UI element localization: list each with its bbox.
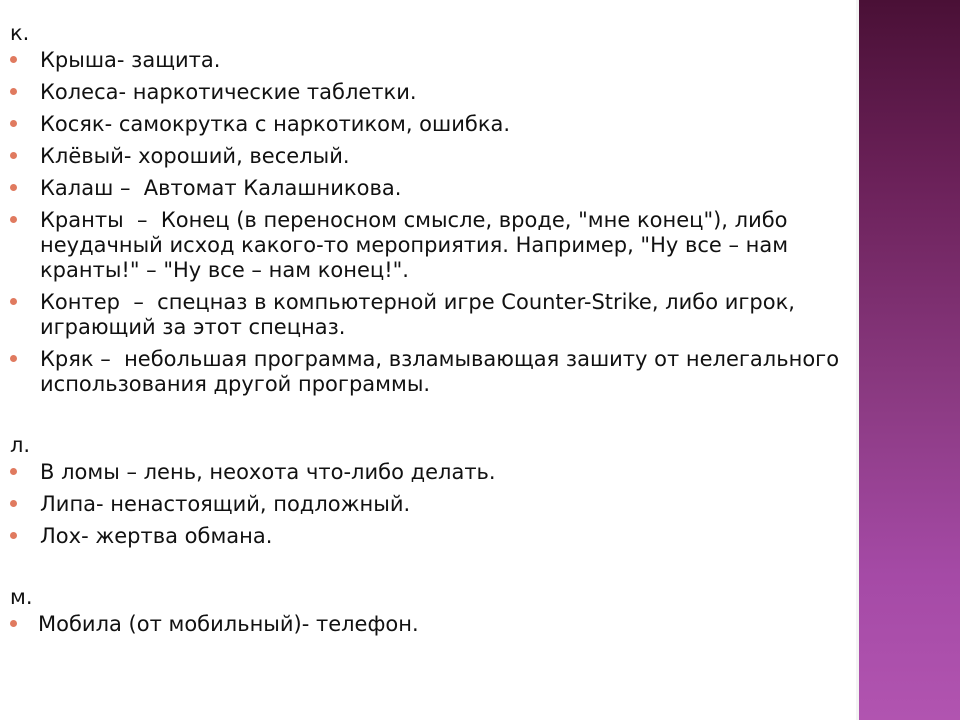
- bullet-dot-icon: [10, 532, 17, 539]
- section-letter: м.: [10, 585, 33, 609]
- bullet-dot-icon: [10, 620, 17, 627]
- list-item: [10, 144, 890, 169]
- list-item: [10, 524, 890, 549]
- list-item: [10, 112, 890, 137]
- term-definition: Калаш – Автомат Калашникова.: [40, 176, 402, 200]
- list-item: [10, 347, 890, 397]
- term-list: [10, 48, 890, 397]
- term-definition: Крыша- защита.: [40, 48, 221, 72]
- bullet-dot-icon: [10, 216, 17, 223]
- term-definition: В ломы – лень, неохота что-либо делать.: [40, 460, 496, 484]
- bullet-dot-icon: [10, 152, 17, 159]
- term-definition: Кранты – Конец (в переносном смысле, вроде, "мне конец"), либо неудачный исход какого-то мероприятия. Например, "Ну все – нам кранты!" – "Ну все – нам конец!".: [40, 208, 795, 282]
- term-definition: Лох- жертва обмана.: [40, 524, 273, 548]
- list-item: [10, 492, 890, 517]
- section-spacer: [10, 404, 890, 430]
- bullet-dot-icon: [10, 56, 17, 63]
- term-definition: Колеса- наркотические таблетки.: [40, 80, 417, 104]
- bullet-dot-icon: [10, 120, 17, 127]
- bullet-dot-icon: [10, 500, 17, 507]
- bullet-dot-icon: [10, 468, 17, 475]
- section-spacer: [10, 556, 890, 582]
- bullet-dot-icon: [10, 298, 17, 305]
- term-definition: Косяк- самокрутка с наркотиком, ошибка.: [40, 112, 511, 136]
- slide-content: [10, 18, 890, 708]
- section-l: [10, 430, 890, 549]
- term-definition: Липа- ненастоящий, подложный.: [40, 492, 411, 516]
- list-item: [10, 290, 890, 340]
- term-definition: Мобила (от мобильный)- телефон.: [38, 612, 419, 636]
- term-definition: Кряк – небольшая программа, взламывающая зашиту от нелегального использования другой программы.: [40, 347, 846, 396]
- bullet-dot-icon: [10, 88, 17, 95]
- bullet-dot-icon: [10, 184, 17, 191]
- list-item: [10, 48, 890, 73]
- term-list: [10, 612, 890, 637]
- list-item: [10, 80, 890, 105]
- section-letter: л.: [10, 433, 31, 457]
- bullet-dot-icon: [10, 355, 17, 362]
- section-letter: к.: [10, 21, 30, 45]
- section-m: [10, 582, 890, 637]
- term-list: [10, 460, 890, 549]
- section-k: [10, 18, 890, 397]
- list-item: [10, 612, 890, 637]
- term-definition: Клёвый- хороший, веселый.: [40, 144, 350, 168]
- list-item: [10, 208, 890, 283]
- term-definition: Контер – спецназ в компьютерной игре Counter-Strike, либо игрок, играющий за этот спецназ.: [40, 290, 802, 339]
- list-item: [10, 460, 890, 485]
- list-item: [10, 176, 890, 201]
